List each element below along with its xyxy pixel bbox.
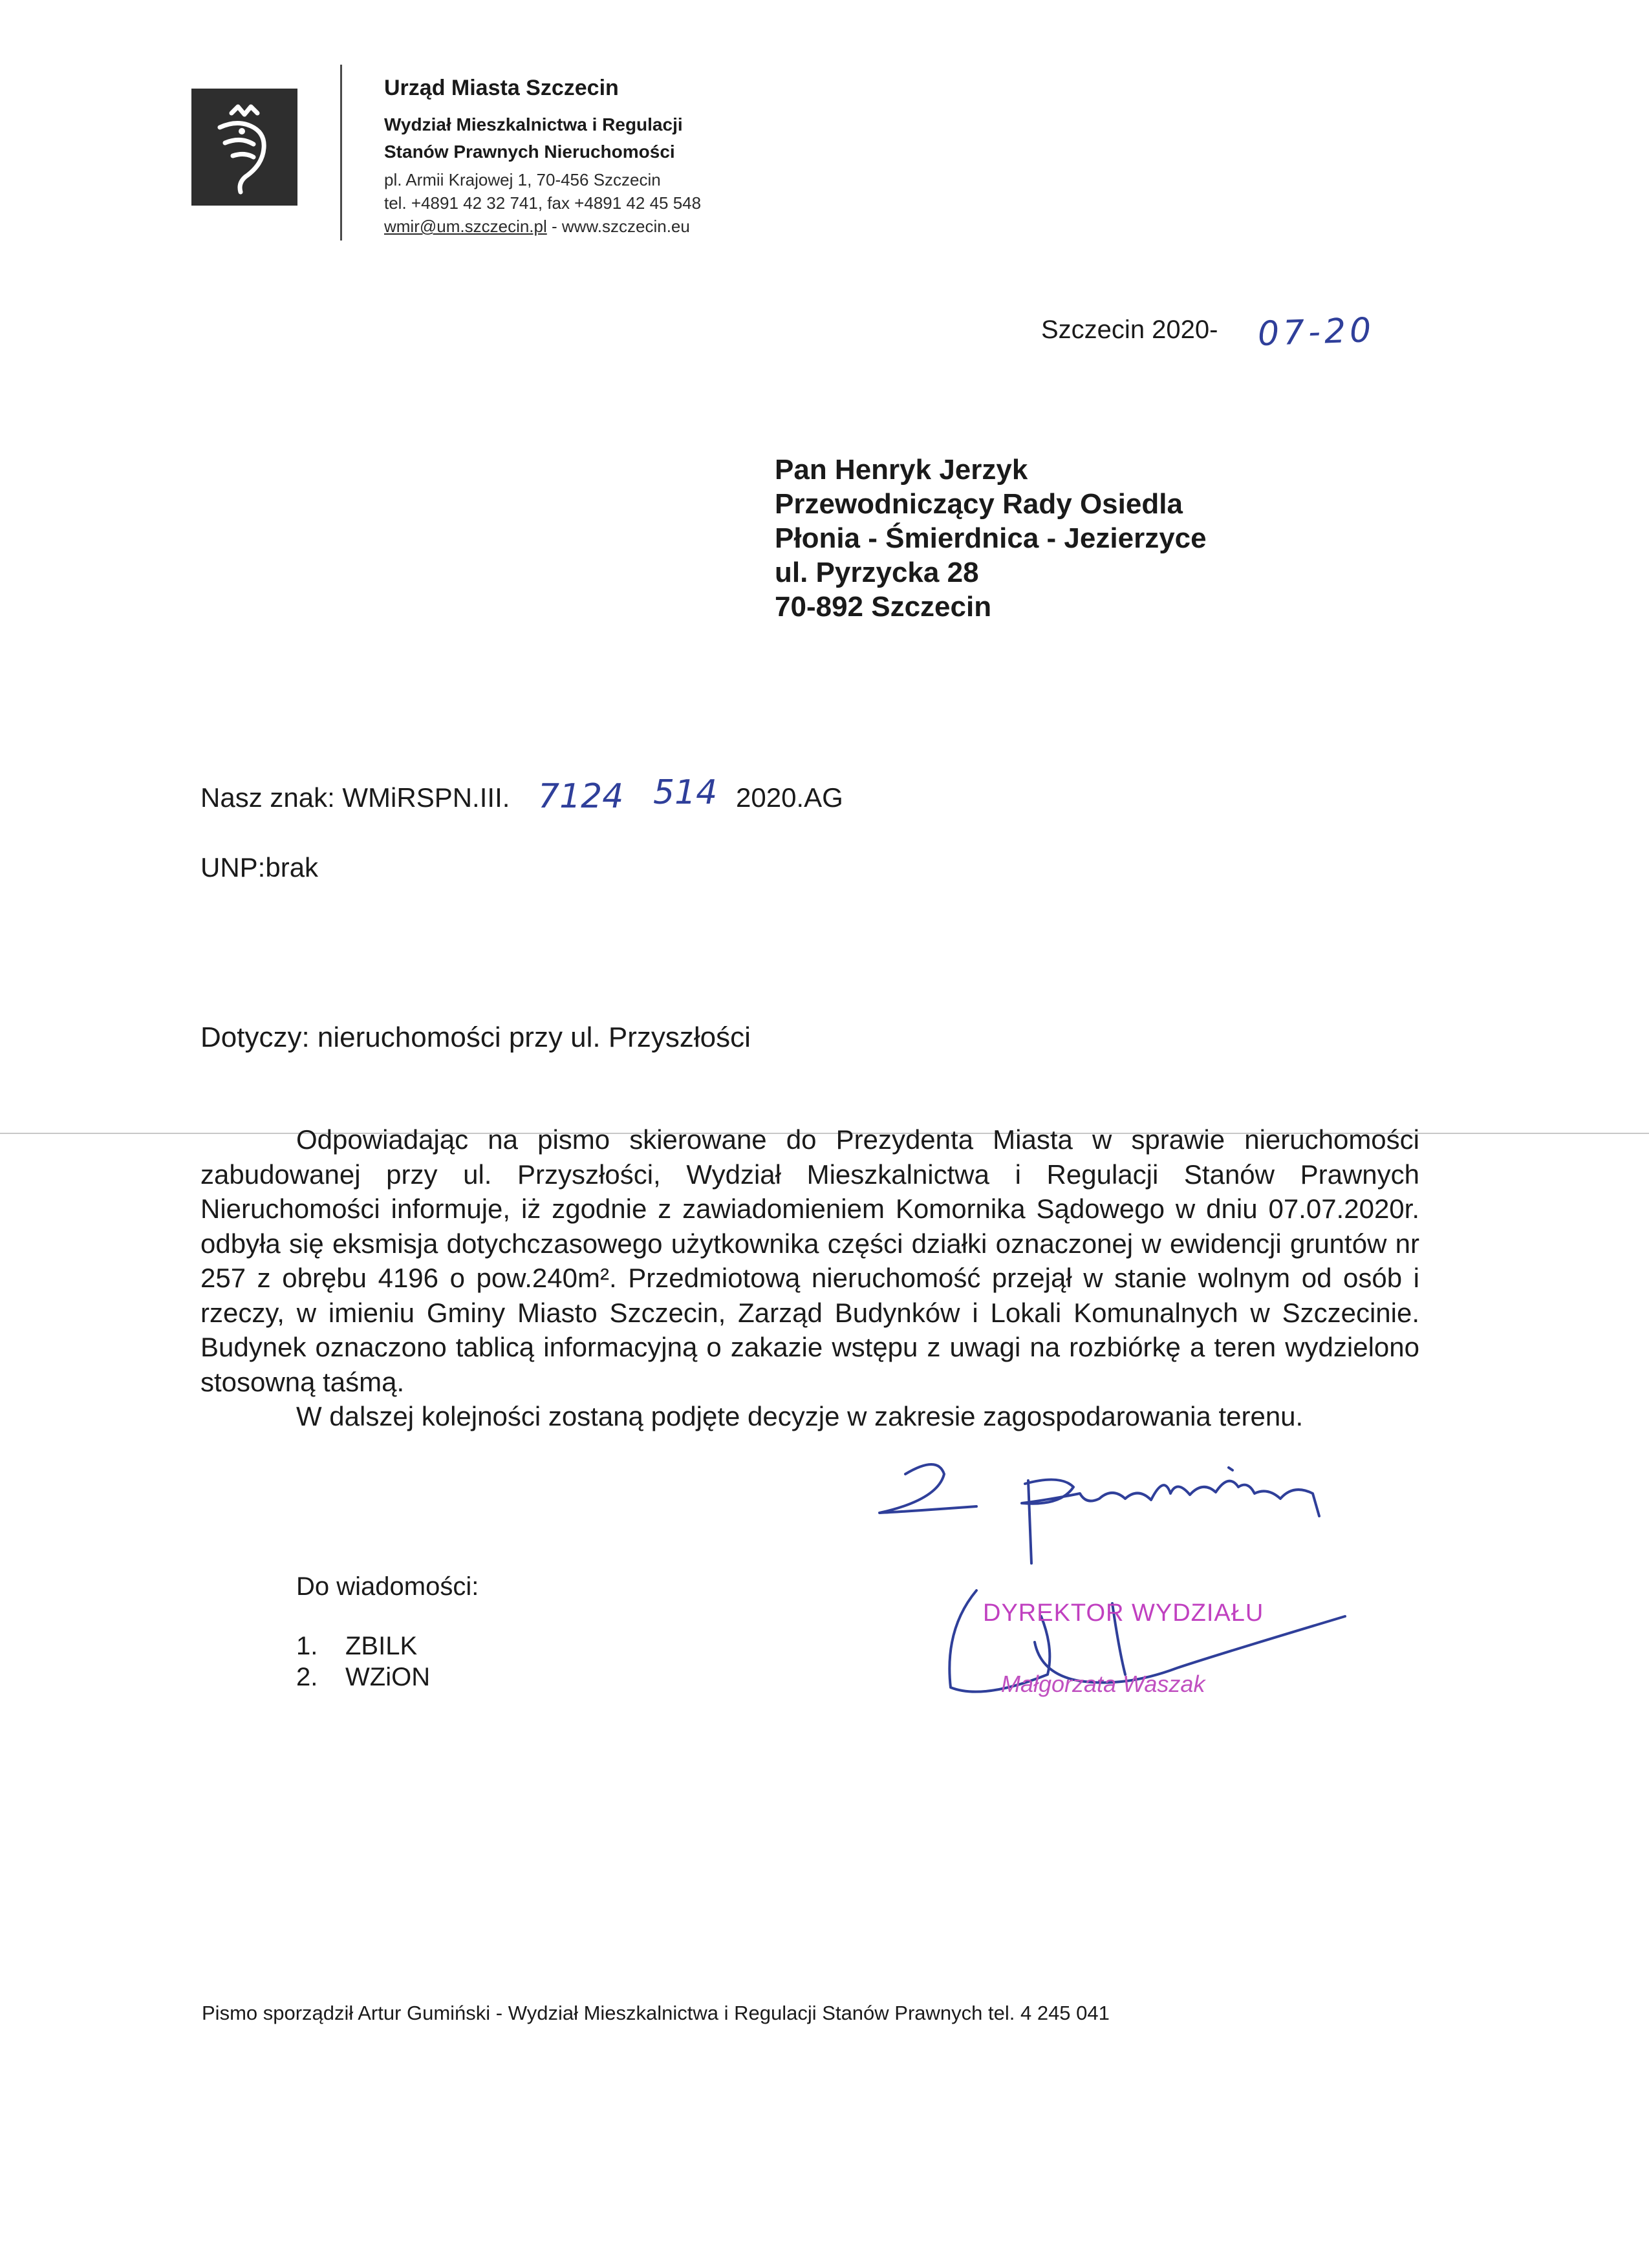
office-address: pl. Armii Krajowej 1, 70-456 Szczecin bbox=[384, 170, 661, 189]
reference-handwritten-1: 7124 bbox=[538, 777, 624, 816]
stamp-title: DYREKTOR WYDZIAŁU bbox=[983, 1599, 1264, 1627]
contact-separator: - bbox=[546, 217, 562, 236]
cc-list-item bbox=[296, 1663, 430, 1692]
handwritten-greeting bbox=[867, 1448, 1410, 1581]
header-divider bbox=[340, 65, 342, 241]
recipient-city: 70-892 Szczecin bbox=[775, 591, 992, 623]
office-name: Urząd Miasta Szczecin bbox=[384, 76, 619, 100]
letter-body bbox=[200, 1122, 1419, 1434]
recipient-district: Płonia - Śmierdnica - Jezierzyce bbox=[775, 522, 1207, 554]
cc-item-name: WZiON bbox=[345, 1663, 431, 1691]
recipient-title: Przewodniczący Rady Osiedla bbox=[775, 488, 1183, 520]
cc-item-name: ZBILK bbox=[345, 1632, 418, 1660]
letter-date-handwritten: 07-20 bbox=[1257, 310, 1376, 354]
cc-item-number: 1. bbox=[296, 1632, 318, 1660]
stamp-name: Małgorzata Waszak bbox=[1001, 1671, 1205, 1697]
department-line-1: Wydział Mieszkalnictwa i Regulacji bbox=[384, 114, 683, 134]
reference-suffix: 2020.AG bbox=[736, 782, 843, 813]
office-contact-line bbox=[384, 216, 690, 237]
recipient-street: ul. Pyrzycka 28 bbox=[775, 557, 979, 588]
cc-title: Do wiadomości: bbox=[296, 1572, 479, 1601]
unp-reference: UNP:brak bbox=[200, 852, 319, 883]
reference-handwritten-2: 514 bbox=[653, 773, 718, 812]
office-phone: tel. +4891 42 32 741, fax +4891 42 45 548 bbox=[384, 193, 702, 213]
recipient-name: Pan Henryk Jerzyk bbox=[775, 454, 1028, 486]
office-email-link[interactable]: wmir@um.szczecin.pl bbox=[384, 217, 547, 236]
cc-item-number: 2. bbox=[296, 1663, 318, 1691]
office-website-link[interactable]: www.szczecin.eu bbox=[561, 217, 690, 236]
body-paragraph-1: Odpowiadając na pismo skierowane do Prezydenta Miasta w sprawie nieruchomości zabudowanej przy ul. Przyszłości, Wydział Mieszkalnictwa i Regulacji Stanów Prawnych Nieruchomości informuje, iż zgodnie z zawiadomieniem Komornika Sądowego w dniu 07.07.2020r. odbyła się eksmisja dotychczasowego użytkownika części działki oznaczonej w ewidencji gruntów nr 257 z obrębu 4196 o pow.240m². Przedmiotową nieruchomość przejął w stanie wolnym od osób i rzeczy, w imieniu Gminy Miasto Szczecin, Zarząd Budynków i Lokali Komunalnych w Szczecinie. Budynek oznaczono tablicą informacyjną o zakazie wstępu z uwagi na rozbiórkę a teren wydzielono stosowną taśmą. bbox=[200, 1124, 1419, 1397]
szczecin-logo-icon bbox=[191, 89, 297, 206]
cc-list-item bbox=[296, 1632, 417, 1661]
body-paragraph-2: W dalszej kolejności zostaną podjęte decyzje w zakresie zagospodarowania terenu. bbox=[296, 1401, 1304, 1431]
letter-subject: Dotyczy: nieruchomości przy ul. Przyszłości bbox=[200, 1022, 751, 1053]
footer-prepared-by: Pismo sporządził Artur Gumiński - Wydział Mieszkalnictwa i Regulacji Stanów Prawnych tel. 4 245 041 bbox=[202, 2002, 1110, 2024]
department-line-2: Stanów Prawnych Nieruchomości bbox=[384, 142, 675, 162]
letter-date-printed: Szczecin 2020- bbox=[1041, 316, 1218, 344]
reference-label: Nasz znak: WMiRSPN.III. bbox=[200, 782, 510, 813]
